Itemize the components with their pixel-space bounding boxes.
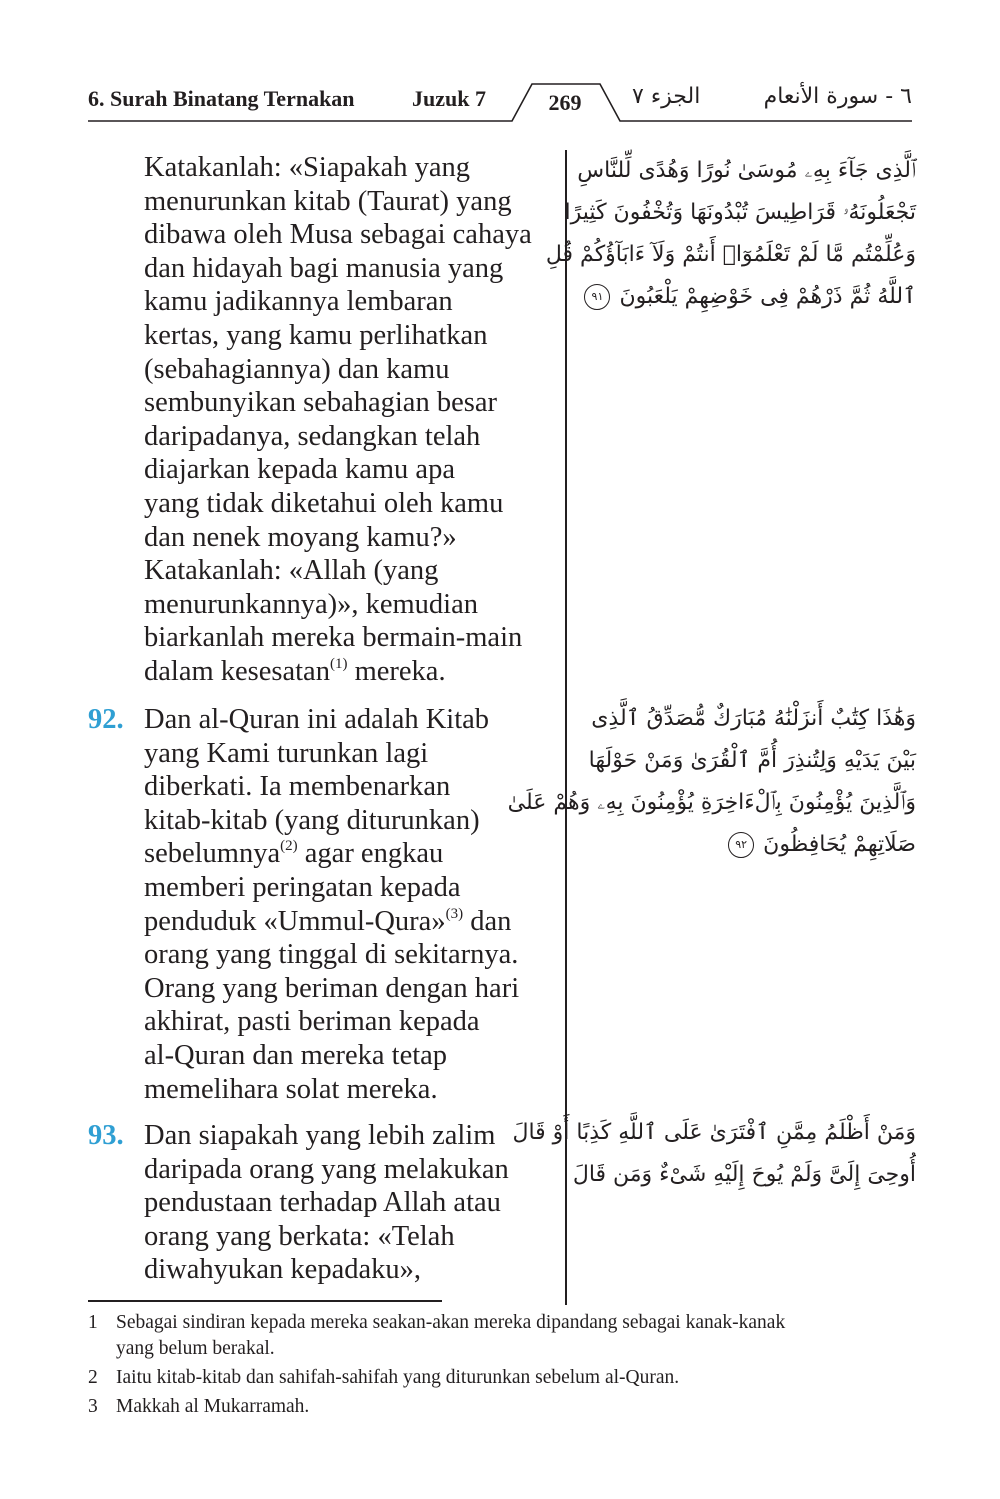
text-span: penduduk «Ummul-Qura» bbox=[144, 905, 446, 937]
footnote-separator bbox=[88, 1300, 442, 1302]
arabic-line: أُوحِىَ إِلَىَّ وَلَمْ يُوحَ إِلَيْهِ شَىْءٌ وَمَن قَالَ bbox=[572, 1162, 916, 1187]
page-header bbox=[0, 0, 1000, 130]
verse-91-translation bbox=[88, 151, 558, 689]
footnote-1 bbox=[88, 1310, 918, 1362]
text-span: sebelumnya bbox=[144, 838, 281, 870]
arabic-span: صَلَاتِهِمْ يُحَافِظُونَ bbox=[763, 832, 916, 857]
text-span: agar engkau bbox=[297, 838, 444, 870]
arabic-line: وَمَنْ أَظْلَمُ مِمَّنِ ٱفْتَرَىٰ عَلَى ٱللَّهِ كَذِبًا أَوْ قَالَ bbox=[512, 1120, 916, 1145]
text-line: memelihara solat mereka. bbox=[144, 1073, 438, 1105]
arabic-line: تَجْعَلُونَهُۥ قَرَاطِيسَ تُبْدُونَهَا وَتُخْفُونَ كَثِيرًا bbox=[564, 200, 916, 225]
footnote-number: 1 bbox=[88, 1312, 98, 1333]
arabic-line bbox=[590, 824, 916, 866]
verse-number: 93. bbox=[88, 1120, 124, 1151]
text-line: menurunkannya)», kemudian bbox=[144, 588, 478, 620]
text-line: dibawa oleh Musa sebagai cahaya bbox=[144, 219, 532, 251]
ayah-end-marker-icon: ٩١ bbox=[584, 284, 610, 310]
arabic-line: بَيْنَ يَدَيْهِ وَلِتُنذِرَ أُمَّ ٱلْقُرَىٰ وَمَنْ حَوْلَهَا bbox=[588, 748, 916, 773]
text-line bbox=[144, 655, 558, 689]
footnote-3 bbox=[88, 1394, 918, 1420]
text-line: Katakanlah: «Siapakah yang bbox=[144, 152, 471, 183]
text-line: orang yang berkata: «Telah bbox=[144, 1220, 455, 1252]
text-line: diwahyukan kepadaku», bbox=[144, 1254, 421, 1286]
ayah-end-marker-icon: ٩٢ bbox=[728, 832, 754, 858]
arabic-line: وَعُلِّمْتُم مَّا لَمْ تَعْلَمُوٓا۟ أَنتُمْ وَلَآ ءَابَآؤُكُمْ قُلِ bbox=[545, 242, 916, 267]
arabic-line: وَٱلَّذِينَ يُؤْمِنُونَ بِٱلْءَاخِرَةِ يُؤْمِنُونَ بِهِۦ وَهُمْ عَلَىٰ bbox=[507, 790, 916, 815]
juzuk-label: Juzuk 7 bbox=[412, 86, 486, 111]
text-line: sembunyikan sebahagian besar bbox=[144, 387, 497, 419]
text-line: yang Kami turunkan lagi bbox=[144, 737, 429, 769]
footnote-ref-1[interactable]: (1) bbox=[329, 655, 348, 672]
footnote-2 bbox=[88, 1365, 918, 1391]
page-number: 269 bbox=[548, 90, 582, 115]
footnote-text: Iaitu kitab-kitab dan sahifah-sahifah yang diturunkan sebelum al-Quran. bbox=[116, 1367, 680, 1388]
text-line: Orang yang beriman dengan hari bbox=[144, 972, 520, 1004]
text-line: diajarkan kepada kamu apa bbox=[144, 454, 455, 486]
text-line bbox=[144, 905, 558, 939]
footnote-number: 2 bbox=[88, 1367, 98, 1388]
text-line: menurunkan kitab (Taurat) yang bbox=[144, 185, 512, 217]
footnote-text: yang belum berakal. bbox=[116, 1338, 275, 1359]
text-line: Dan al-Quran ini adalah Kitab bbox=[144, 704, 490, 735]
footnote-text: Sebagai sindiran kepada mereka seakan-akan mereka dipandang sebagai kanak-kanak bbox=[116, 1312, 786, 1333]
text-line: orang yang tinggal di sekitarnya. bbox=[144, 939, 519, 971]
arabic-span: ٱللَّهُ ثُمَّ ذَرْهُمْ فِى خَوْضِهِمْ يَلْعَبُونَ bbox=[619, 284, 916, 309]
text-line: Katakanlah: «Allah (yang bbox=[144, 555, 439, 587]
text-line: kertas, yang kamu perlihatkan bbox=[144, 319, 488, 351]
text-line: diberkati. Ia membenarkan bbox=[144, 771, 451, 803]
surah-title: 6. Surah Binatang Ternakan bbox=[88, 86, 355, 111]
footnote-ref-3[interactable]: (3) bbox=[445, 905, 464, 922]
text-line: kamu jadikannya lembaran bbox=[144, 286, 453, 318]
text-line: yang tidak diketahui oleh kamu bbox=[144, 487, 504, 519]
text-span: dalam kesesatan bbox=[144, 655, 330, 687]
verse-92-translation bbox=[88, 703, 558, 1106]
verse-91-arabic bbox=[545, 150, 916, 318]
text-line: biarkanlah mereka bermain-main bbox=[144, 622, 523, 654]
footnote-number: 3 bbox=[88, 1396, 98, 1417]
verse-93-arabic bbox=[512, 1112, 916, 1196]
text-line: Dan siapakah yang lebih zalim bbox=[144, 1120, 496, 1151]
text-line bbox=[144, 837, 558, 871]
footnote-text: Makkah al Mukarramah. bbox=[116, 1396, 310, 1417]
footnote-ref-2[interactable]: (2) bbox=[280, 838, 298, 855]
text-line: akhirat, pasti beriman kepada bbox=[144, 1006, 480, 1038]
text-line: memberi peringatan kepada bbox=[144, 871, 461, 903]
text-line: dan hidayah bagi manusia yang bbox=[144, 252, 504, 284]
text-span: mereka. bbox=[347, 655, 446, 687]
surah-arabic: ٦ - سورة الأنعام bbox=[763, 84, 912, 109]
arabic-line: وَهَٰذَا كِتَٰبٌ أَنزَلْنَٰهُ مُبَارَكٌ مُّصَدِّقُ ٱلَّذِى bbox=[591, 706, 916, 731]
text-line: dan nenek moyang kamu?» bbox=[144, 521, 457, 553]
arabic-line bbox=[590, 276, 916, 318]
verse-number: 92. bbox=[88, 704, 124, 735]
text-span: dan bbox=[463, 905, 512, 937]
text-line: kitab-kitab (yang diturunkan) bbox=[144, 804, 480, 836]
text-line: pendustaan terhadap Allah atau bbox=[144, 1187, 501, 1219]
verse-93-translation bbox=[88, 1119, 558, 1287]
juz-arabic: الجزء ٧ bbox=[632, 84, 701, 109]
text-line: daripada orang yang melakukan bbox=[144, 1153, 509, 1185]
text-line: al-Quran dan mereka tetap bbox=[144, 1039, 448, 1071]
verse-92-arabic bbox=[507, 698, 916, 866]
text-line: daripadanya, sedangkan telah bbox=[144, 420, 481, 452]
text-line: (sebahagiannya) dan kamu bbox=[144, 353, 450, 385]
arabic-line: ٱلَّذِى جَآءَ بِهِۦ مُوسَىٰ نُورًا وَهُدًى لِّلنَّاسِ bbox=[577, 158, 916, 183]
